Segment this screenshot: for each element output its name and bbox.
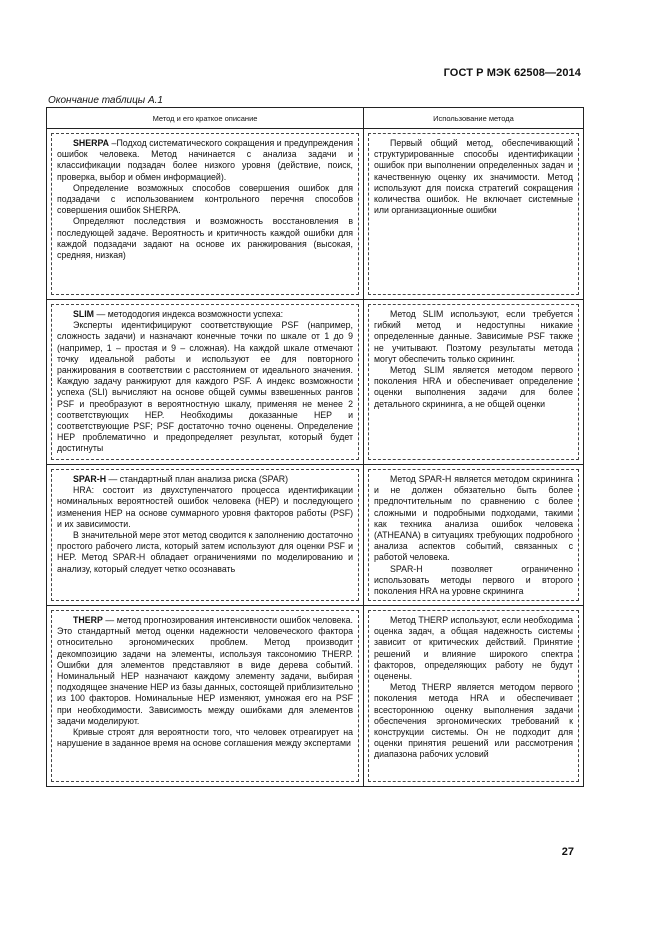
usage-paragraph: Метод THERP используют, если необходима оценка задач, а общая надежность системы зависит от критических действий. Принятие решений и влияние широкого спектра факторов, определяющих работу не будут оценены. [374, 615, 573, 682]
standard-header: ГОСТ Р МЭК 62508—2014 [443, 67, 581, 79]
table-header-row [47, 108, 584, 129]
method-cell [47, 465, 364, 606]
usage-paragraph: SPAR-H позволяет ограниченно использовать методы первого и второго поколения HRA на уровне скрининга [374, 563, 573, 597]
column-header-method: Метод и его краткое описание [47, 108, 364, 129]
method-cell [47, 606, 364, 787]
page-number: 27 [561, 846, 574, 858]
method-paragraph: HRA: состоит из двухступенчатого процесса идентификации номинальных вероятностей ошибок человека (HEP) и последующего изменения HEP на основе суммарного уровня факторов работы (PSF) и их зависимости. [57, 485, 353, 529]
method-term: SHERPA [73, 138, 110, 148]
usage-paragraph: Первый общий метод, обеспечивающий структурированные способы идентификации ошибок при выполнении определенных задач и качественную оценку их значимости. Метод используют для поиска стратегий сокращения количества ошибок. Не включает системные или организационные ошибки [374, 138, 573, 216]
column-header-usage: Использование метода [364, 108, 584, 129]
usage-paragraph: Метод SPAR-H является методом скрининга и не должен обязательно быть более предпочтительным по сравнению с более сложными и подробными подходами, такими как техника анализа ошибок человека (ATHEANA) в ситуациях требующих подробного анализа аспектов событий, связанных с работой человека. [374, 474, 573, 563]
method-paragraph: SHERPA –Подход систематического сокращения и предупреждения ошибок человека. Метод начинается с анализа задачи и классификации подзадач более низкого уровня (действие, поиск, проверка, выбор и обмен информацией). [57, 138, 353, 182]
usage-cell [364, 465, 584, 606]
usage-cell [364, 129, 584, 300]
table-row-slim [47, 300, 584, 465]
usage-cell [364, 606, 584, 787]
method-term: SPAR-H [73, 474, 107, 484]
table-row-therp [47, 606, 584, 787]
method-paragraph: SLIM — метододогия индекса возможности успеха: [73, 309, 284, 319]
method-paragraph: В значительной мере этот метод сводится к заполнению достаточно простого рабочего листа, который затем используют для оценки PSF и HEP. Метод SPAR-H обладает ограничениями по моделированию и анализу, который следует четко осознавать [57, 530, 353, 574]
method-paragraph: Эксперты идентифицируют соответствующие PSF (например, сложность задачи) и назначают конечные точки по шкале от 1 до 9 (например, 1 – простая и 9 – сложная). На каждой шкале отмечают точку идеальной работы и используют ее для повторного ранжирования в соответствии с расстоянием от идеального значения. Каждую задачу ранжируют для каждого PSF. А индекс возможности успеха (SLI) вычисляют на основе общей суммы взвешенных рангов PSF и преобразуют в вероятностную шкалу, применяя не менее 2 соответствующих HEP. Необходимы доказанные HEP и соответствующие PSF; PSF достаточно точно оценены. Определение HEP проблематично и предопределяет результат, который будет достигнуты [57, 320, 353, 454]
table-row-sherpa [47, 129, 584, 300]
usage-paragraph: Метод SLIM используют, если требуется гибкий метод и недоступны никакие определенные данные. Зависимые PSF также не учитывают. Поэтому результаты метода могут обеспечить только скрининг. [374, 309, 573, 364]
method-paragraph: Кривые строят для вероятности того, что человек отреагирует на нарушение в заданное время на основе соглашения между экспертами [57, 727, 353, 749]
method-paragraph: Определение возможных способов совершения ошибок для подзадачи с использованием контрольного перечня способов совершения ошибок SHERPA. [57, 182, 353, 216]
method-cell [47, 300, 364, 465]
table-caption: Окончание таблицы А.1 [48, 95, 163, 106]
method-paragraph: Определяют последствия и возможность восстановления в последующей задаче. Вероятность и критичность каждой ошибки для каждой подзадачи задают на основе их ранжирования (высокая, средняя, низкая) [57, 216, 353, 261]
method-paragraph: THERP — метод прогнозирования интенсивности ошибок человека. Это стандартный метод оценки надежности человеческого фактора относительно эргономических проблем. Метод производит декомпозицию задачи на элементы, используя таксономию THERP. Ошибки для элементов представляют в виде дерева событий. Номинальный HEP назначают каждому элементу задачи, выбирая подходящее значение HEP из базы данных, состоящей приблизительно из 100 факторов. Номинальные HEP изменяют, умножая его на PSF при необходимости. Зависимость между ошибками для элементов задачи моделируют. [57, 615, 353, 726]
method-term: SLIM [73, 309, 95, 319]
usage-paragraph: Метод THERP является методом первого поколения метода HRA и обеспечивает всестороннюю оценку выполнения задачи обеспечения эргономических требований к конструкции системы. Он не подходит для оценки принятия решений или рассмотрения диапазона рабочих условий [374, 682, 573, 760]
usage-cell [364, 300, 584, 465]
method-cell [47, 129, 364, 300]
methods-table [46, 107, 584, 787]
method-paragraph: SPAR-H — стандартный план анализа риска (SPAR) [73, 474, 289, 484]
method-term: THERP [73, 615, 103, 625]
usage-paragraph: Метод SLIM является методом первого поколения HRA и обеспечивает определение оценки выполнения задачи для более детального скрининга, а не общей оценки [374, 365, 573, 409]
table-row-spar-h [47, 465, 584, 606]
